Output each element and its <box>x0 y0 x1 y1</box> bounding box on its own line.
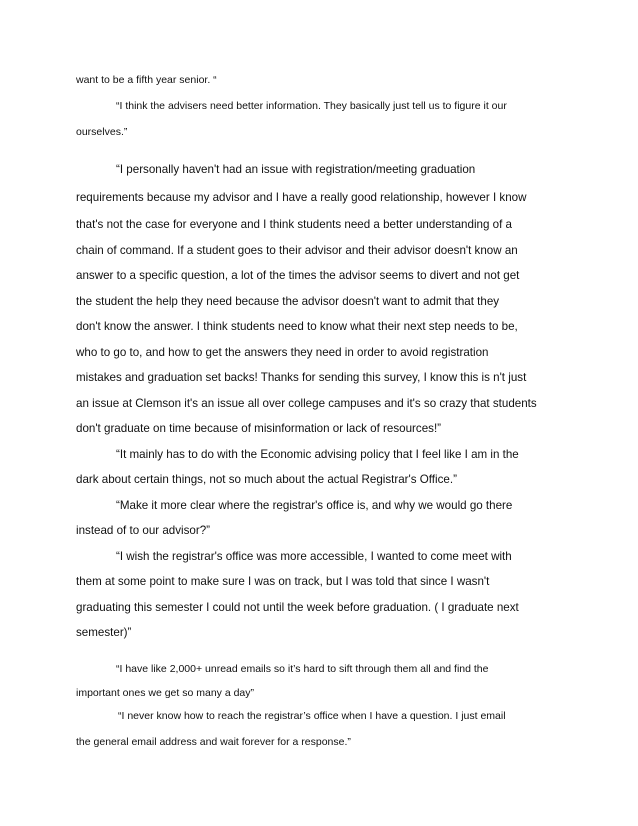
text-line: ourselves.” <box>76 126 128 138</box>
text-line: important ones we get so many a day” <box>76 687 255 699</box>
text-line: don't graduate on time because of misinformation or lack of resources!” <box>76 422 442 435</box>
text-line: the student the help they need because the advisor doesn't want to admit that they <box>76 295 500 308</box>
text-line: “I have like 2,000+ unread emails so it’s hard to sift through them all and find the <box>116 663 489 675</box>
text-line: “I think the advisers need better information. They basically just tell us to figure it our <box>116 100 507 112</box>
text-line: “Make it more clear where the registrar's office is, and why we would go there <box>116 499 513 512</box>
text-line: them at some point to make sure I was on track, but I was told that since I wasn't <box>76 575 490 588</box>
text-line: “I wish the registrar's office was more accessible, I wanted to come meet with <box>116 550 512 563</box>
text-line: who to go to, and how to get the answers they need in order to avoid registration <box>76 346 489 359</box>
text-line: an issue at Clemson it's an issue all over college campuses and it's so crazy that students <box>76 397 537 410</box>
text-line: the general email address and wait forever for a response.” <box>76 736 351 748</box>
text-line: that's not the case for everyone and I think students need a better understanding of a <box>76 218 512 231</box>
text-line: mistakes and graduation set backs! Thanks for sending this survey, I know this is n't just <box>76 371 527 384</box>
text-line: chain of command. If a student goes to their advisor and their advisor doesn't know an <box>76 244 518 257</box>
text-line: want to be a fifth year senior. “ <box>76 74 217 86</box>
text-line: “I personally haven't had an issue with registration/meeting graduation <box>116 163 476 176</box>
text-line: “It mainly has to do with the Economic advising policy that I feel like I am in the <box>116 448 519 461</box>
text-line: don't know the answer. I think students need to know what their next step needs to be, <box>76 320 518 333</box>
text-line: instead of to our advisor?” <box>76 524 211 537</box>
text-line: semester)” <box>76 626 132 639</box>
text-line: graduating this semester I could not until the week before graduation. ( I graduate next <box>76 601 519 614</box>
text-line: requirements because my advisor and I have a really good relationship, however I know <box>76 191 527 204</box>
text-line: answer to a specific question, a lot of the times the advisor seems to divert and not get <box>76 269 520 282</box>
text-line: dark about certain things, not so much about the actual Registrar's Office.” <box>76 473 457 486</box>
text-line: “I never know how to reach the registrar’s office when I have a question. I just email <box>118 710 506 722</box>
